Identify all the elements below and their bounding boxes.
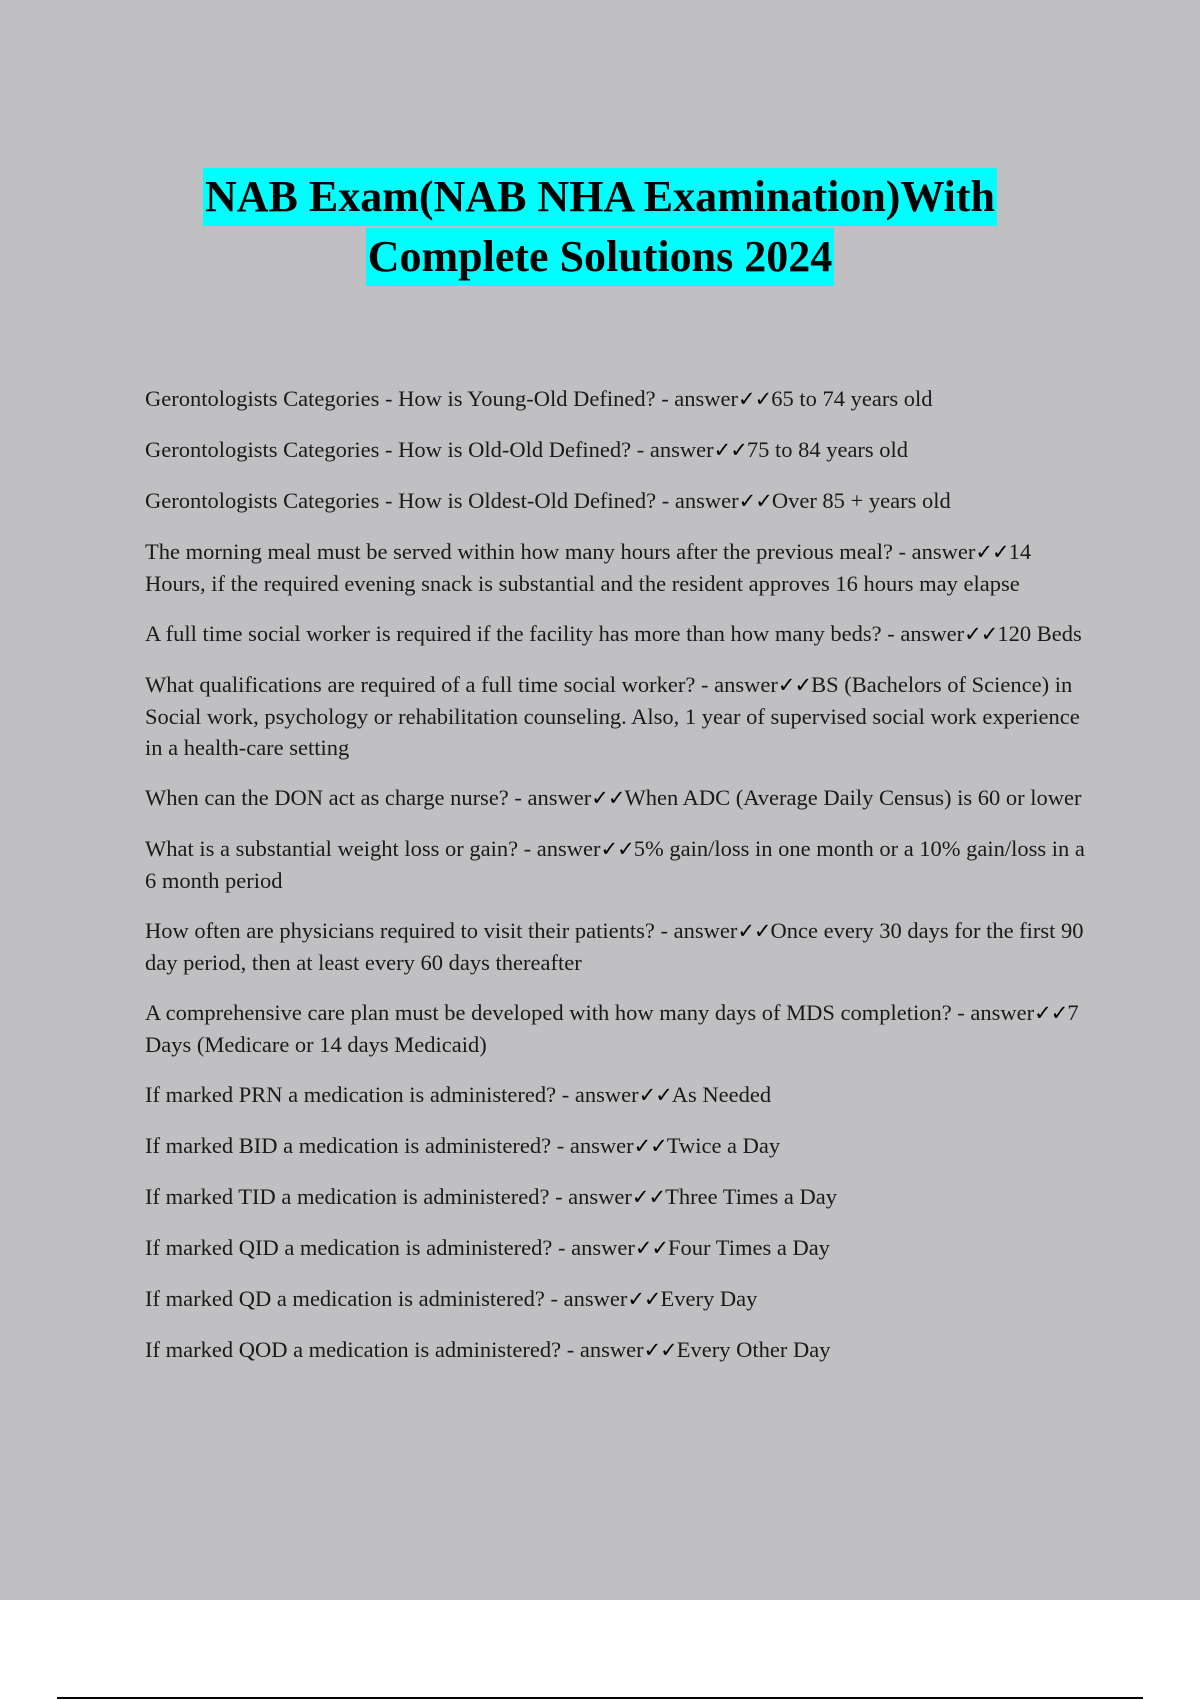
double-check-icon: ✓✓ [964, 622, 998, 646]
qa-list [145, 383, 1085, 1385]
title-line-1: NAB Exam(NAB NHA Examination)With [203, 168, 997, 226]
qa-answer: 5% gain/loss in one month or a 10% gain/loss in a 6 month period [145, 836, 1085, 893]
qa-question: If marked PRN a medication is administered? - answer [145, 1082, 639, 1107]
qa-answer: BS (Bachelors of Science) in Social work, psychology or rehabilitation counseling. Also, 1 year of supervised social work experience in a health-care setting [145, 672, 1080, 760]
qa-question: Gerontologists Categories - How is Old-Old Defined? - answer [145, 437, 714, 462]
qa-item [145, 618, 1085, 650]
double-check-icon: ✓✓ [713, 438, 747, 462]
double-check-icon: ✓✓ [638, 1083, 672, 1107]
qa-question: If marked TID a medication is administered? - answer [145, 1184, 632, 1209]
qa-item [145, 669, 1085, 763]
qa-item [145, 833, 1085, 896]
qa-question: If marked QD a medication is administered? - answer [145, 1286, 628, 1311]
double-check-icon: ✓✓ [1034, 1001, 1068, 1025]
qa-answer: 120 Beds [997, 621, 1082, 646]
qa-question: How often are physicians required to visit their patients? - answer [145, 918, 738, 943]
qa-item [145, 1079, 1085, 1111]
double-check-icon: ✓✓ [643, 1338, 677, 1362]
qa-answer: Twice a Day [666, 1133, 781, 1158]
qa-item [145, 1283, 1085, 1315]
qa-answer: 14 Hours, if the required evening snack is substantial and the resident approves 16 hours may elapse [145, 539, 1032, 596]
double-check-icon: ✓✓ [634, 1236, 669, 1260]
qa-item [145, 536, 1085, 599]
qa-item [145, 1334, 1085, 1366]
double-check-icon: ✓✓ [738, 387, 772, 411]
qa-question: If marked QOD a medication is administered? - answer [145, 1337, 644, 1362]
double-check-icon: ✓✓ [737, 919, 771, 943]
qa-question: A full time social worker is required if the facility has more than how many beds? - answer [145, 621, 965, 646]
qa-answer: 75 to 84 years old [746, 437, 909, 462]
double-check-icon: ✓✓ [631, 1185, 666, 1209]
double-check-icon: ✓✓ [591, 786, 625, 810]
qa-question: When can the DON act as charge nurse? - answer [145, 785, 592, 810]
qa-item [145, 434, 1085, 466]
qa-question: A comprehensive care plan must be developed with how many days of MDS completion? - answer [145, 1000, 1035, 1025]
document-title [0, 168, 1200, 288]
qa-answer: As Needed [671, 1082, 772, 1107]
qa-answer: Every Day [660, 1286, 758, 1311]
qa-answer: Three Times a Day [665, 1184, 837, 1209]
qa-answer: Every Other Day [676, 1337, 831, 1362]
qa-question: The morning meal must be served within how many hours after the previous meal? - answer [145, 539, 976, 564]
qa-item [145, 485, 1085, 517]
double-check-icon: ✓✓ [627, 1287, 661, 1311]
qa-item [145, 782, 1085, 814]
qa-question: If marked QID a medication is administered? - answer [145, 1235, 635, 1260]
qa-answer: 65 to 74 years old [771, 386, 933, 411]
qa-question: If marked BID a medication is administered? - answer [145, 1133, 634, 1158]
double-check-icon: ✓✓ [633, 1134, 667, 1158]
qa-item [145, 997, 1085, 1060]
double-check-icon: ✓✓ [777, 673, 812, 697]
title-line-2: Complete Solutions 2024 [366, 228, 834, 286]
qa-question: What is a substantial weight loss or gain? - answer [145, 836, 601, 861]
qa-answer: Once every 30 days for the first 90 day period, then at least every 60 days thereafter [145, 918, 1084, 975]
qa-item [145, 1232, 1085, 1264]
qa-answer: Over 85 + years old [771, 488, 951, 513]
footer-divider [57, 1697, 1143, 1699]
qa-question: What qualifications are required of a full time social worker? - answer [145, 672, 778, 697]
qa-question: Gerontologists Categories - How is Young-Old Defined? - answer [145, 386, 739, 411]
qa-item [145, 1130, 1085, 1162]
qa-answer: Four Times a Day [668, 1235, 830, 1260]
qa-answer: 7 Days (Medicare or 14 days Medicaid) [145, 1000, 1079, 1057]
qa-item [145, 915, 1085, 978]
qa-answer: When ADC (Average Daily Census) is 60 or lower [624, 785, 1082, 810]
double-check-icon: ✓✓ [975, 540, 1009, 564]
double-check-icon: ✓✓ [600, 837, 634, 861]
qa-item [145, 383, 1085, 415]
qa-item [145, 1181, 1085, 1213]
double-check-icon: ✓✓ [738, 489, 772, 513]
qa-question: Gerontologists Categories - How is Oldest-Old Defined? - answer [145, 488, 739, 513]
